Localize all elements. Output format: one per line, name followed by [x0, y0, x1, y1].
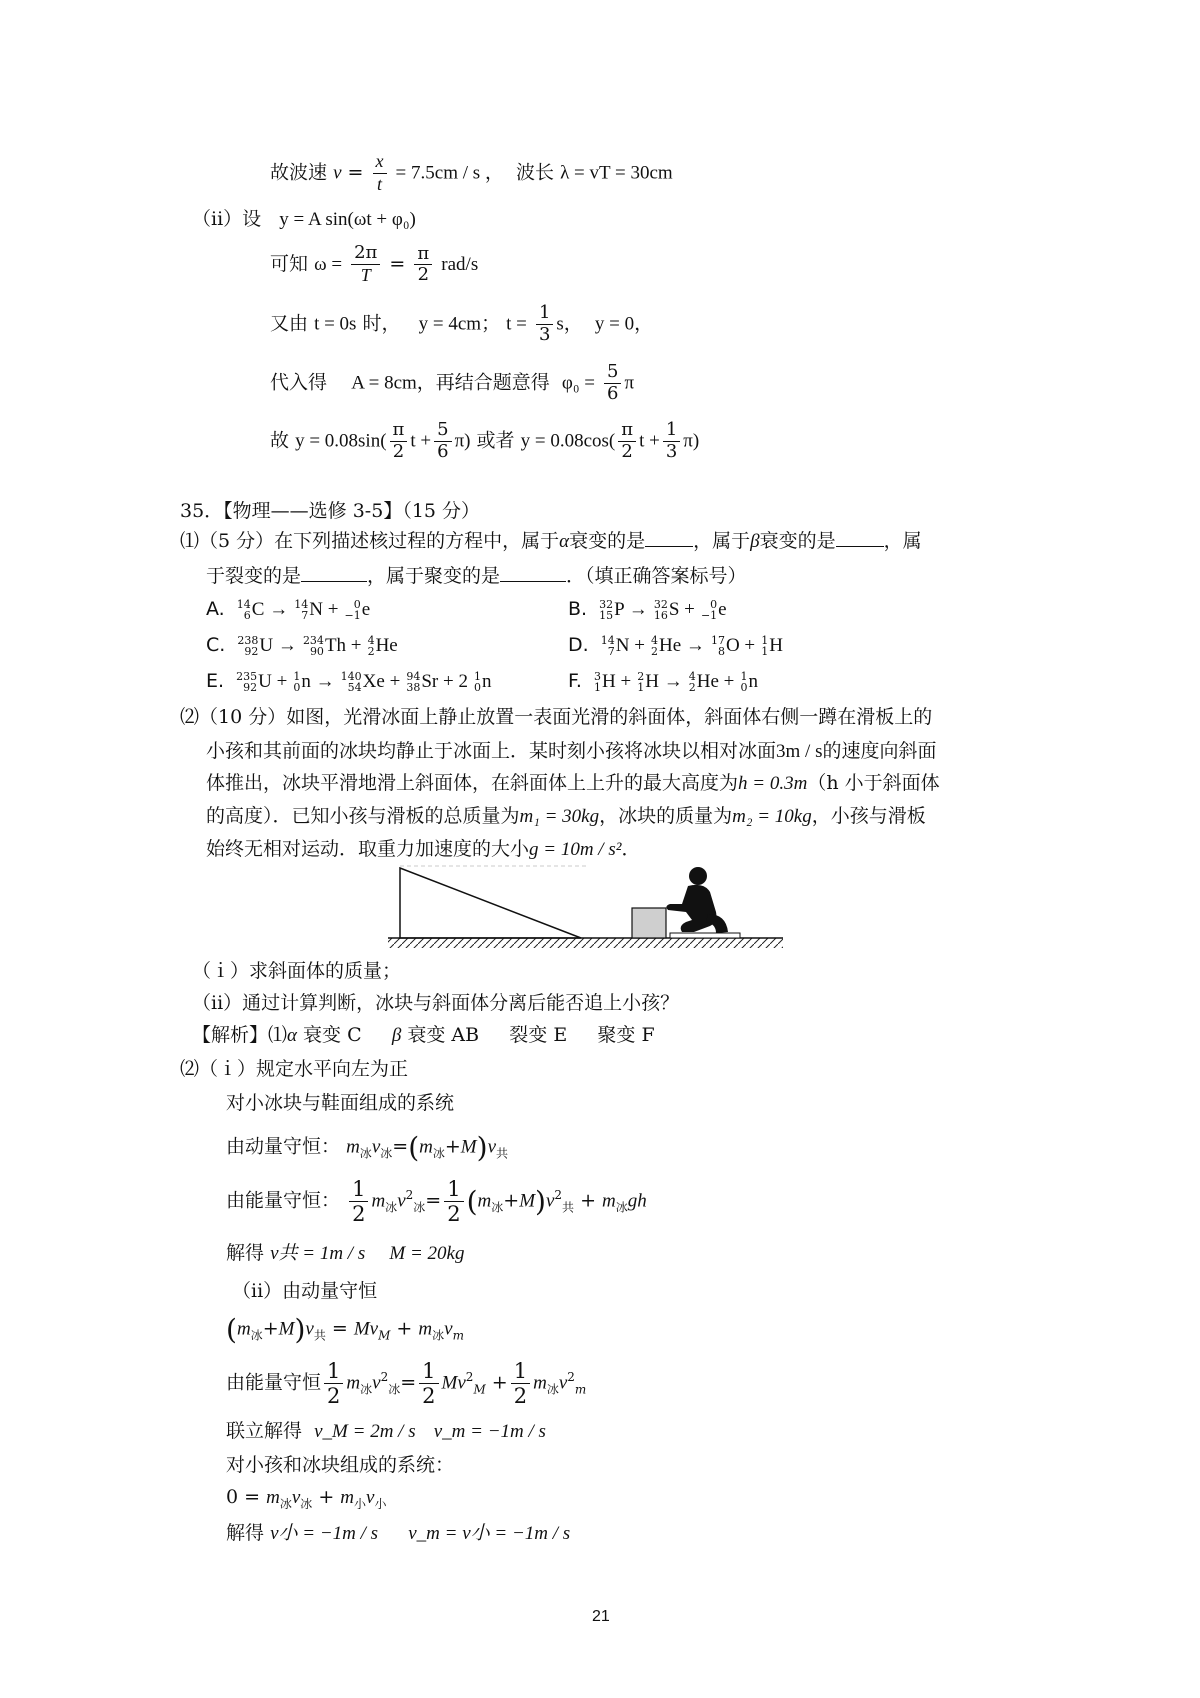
- sub-question-i: （ｉ）求斜面体的质量；: [192, 960, 402, 982]
- answer-blank: [301, 565, 367, 582]
- solution-result-1: 解得 v共 = 1m / s M = 20kg: [226, 1242, 465, 1264]
- fraction-five-sixths: $\frac{5}{6}$: [604, 363, 621, 404]
- q35-part2-line5: 始终无相对运动．取重力加速度的大小g = 10m / s²．: [206, 838, 641, 860]
- momentum-equation-1: 由动量守恒： $m_冰v_冰=(m_冰+M)v_共$: [226, 1131, 509, 1164]
- wave-equation-result-line: 故 y = 0.08sin( $\frac{\pi}{2}$ t + $\frac{5}{6}$ π) 或者 y = 0.08cos( $\frac{\pi}{2}$ t + $\frac{1}{3}$ π): [270, 419, 700, 462]
- q35-part2-line4: 的高度）．已知小孩与滑板的总质量为m₁ = 30kg，冰块的质量为m₂ = 10kg，小孩与滑板: [206, 805, 926, 827]
- option-d: D. 14 7 N + 4 2 He → 17 8 O + 1 1 H: [568, 634, 783, 658]
- fraction-x-over-t: $\frac{x}{t}$: [373, 152, 387, 195]
- q35-part2-line3: 体推出，冰块平滑地滑上斜面体，在斜面体上上升的最大高度为h = 0.3m（h 小于斜面体: [206, 772, 940, 794]
- question-35-header: 35．【物理——选修 3-5】（15 分）: [180, 500, 481, 522]
- incline-block-child-figure: [386, 856, 798, 956]
- skateboard: [670, 933, 740, 938]
- wave-speed-line: 故波速 v = $\frac{x}{t}$ = 7.5cm / s ， 波长 λ = vT = 30cm: [270, 151, 673, 194]
- crouching-child-silhouette: [666, 867, 728, 933]
- q35-part2-line1: ⑵（10 分）如图，光滑冰面上静止放置一表面光滑的斜面体，斜面体右侧一蹲在滑板上的: [180, 706, 933, 728]
- solution-result-2: 联立解得 v_M = 2m / s v_m = −1m / s: [226, 1420, 546, 1442]
- momentum-equation-2: $(m_冰+M)v_共 = Mv_M + m_冰v_m$: [226, 1313, 464, 1346]
- momentum-equation-3: $0 = m_冰v_冰 + m_小v_小$: [226, 1486, 387, 1511]
- setup-line: （ii）设 y = A sin(ωt + φ₀): [192, 208, 416, 230]
- ice-surface: [388, 938, 783, 948]
- solution-part2-ii: （ii）由动量守恒: [232, 1280, 378, 1302]
- initial-conditions-line: 又由 t = 0s 时， y = 4cm； t = $\frac{1}{3}$ s， y = 0，: [270, 302, 654, 345]
- option-e: E. 235 92 U + 1 0 n → 140 54 Xe + 94 38 Sr + 2 1 0 n: [206, 670, 492, 694]
- solution-part1-answer: 【解析】⑴α 衰变 C β 衰变 AB 裂变 E 聚变 F: [192, 1024, 655, 1046]
- fraction-pi-over-2: $\frac{\pi}{2}$: [414, 245, 432, 286]
- amplitude-phase-line: 代入得 A = 8cm，再结合题意得 φ₀ = $\frac{5}{6}$ π: [270, 361, 635, 404]
- q35-part1-line2: 于裂变的是 ，属于聚变的是 ．（填正确答案标号）: [206, 565, 747, 587]
- answer-blank: [645, 530, 693, 547]
- answer-blank: [500, 565, 566, 582]
- option-b: B. 32 15 P → 32 16 S + 0 −1 e: [568, 598, 727, 622]
- solution-system-1: 对小冰块与鞋面组成的系统: [226, 1092, 455, 1114]
- ice-block: [632, 908, 666, 938]
- option-f: F. 3 1 H + 2 1 H → 4 2 He + 1 0 n: [568, 670, 758, 694]
- option-a: A. 14 6 C → 14 7 N + 0 −1 e: [206, 598, 371, 622]
- energy-equation-1: 由能量守恒： $\frac{1}{2}$ $m_冰v^2_冰=$ $\frac{1}{2}$ $(m_冰+M)v^2_共 + m_冰gh$: [226, 1177, 647, 1227]
- answer-blank: [836, 530, 884, 547]
- q35-part1-line1: ⑴（5 分）在下列描述核过程的方程中，属于α衰变的是 ，属于β衰变的是 ，属: [180, 530, 922, 552]
- solution-result-3: 解得 v小 = −1m / s v_m = v小 = −1m / s: [226, 1522, 571, 1544]
- fraction-2pi-over-T: $\frac{2\pi}{T}$: [351, 244, 380, 286]
- energy-equation-2: 由能量守恒 $\frac{1}{2}$ $m_冰v^2_冰=$ $\frac{1}{2}$ $Mv^2_M$ + $\frac{1}{2}$ $m_冰v^2_m$: [226, 1359, 587, 1409]
- solution-system-2: 对小孩和冰块组成的系统：: [226, 1454, 455, 1476]
- fraction-one-third: $\frac{1}{3}$: [536, 304, 553, 345]
- solution-part2-i: ⑵（ｉ）规定水平向左为正: [180, 1058, 409, 1080]
- omega-line: 可知 ω = $\frac{2\pi}{T}$ = $\frac{\pi}{2}$ rad/s: [270, 242, 479, 286]
- sub-question-ii: （ii）通过计算判断，冰块与斜面体分离后能否追上小孩？: [192, 992, 680, 1014]
- incline-block: [400, 868, 581, 938]
- page-number: 21: [592, 1608, 610, 1625]
- q35-part2-line2: 小孩和其前面的冰块均静止于冰面上．某时刻小孩将冰块以相对冰面3m / s的速度向斜面: [206, 740, 937, 762]
- option-c: C. 238 92 U → 234 90 Th + 4 2 He: [206, 634, 398, 658]
